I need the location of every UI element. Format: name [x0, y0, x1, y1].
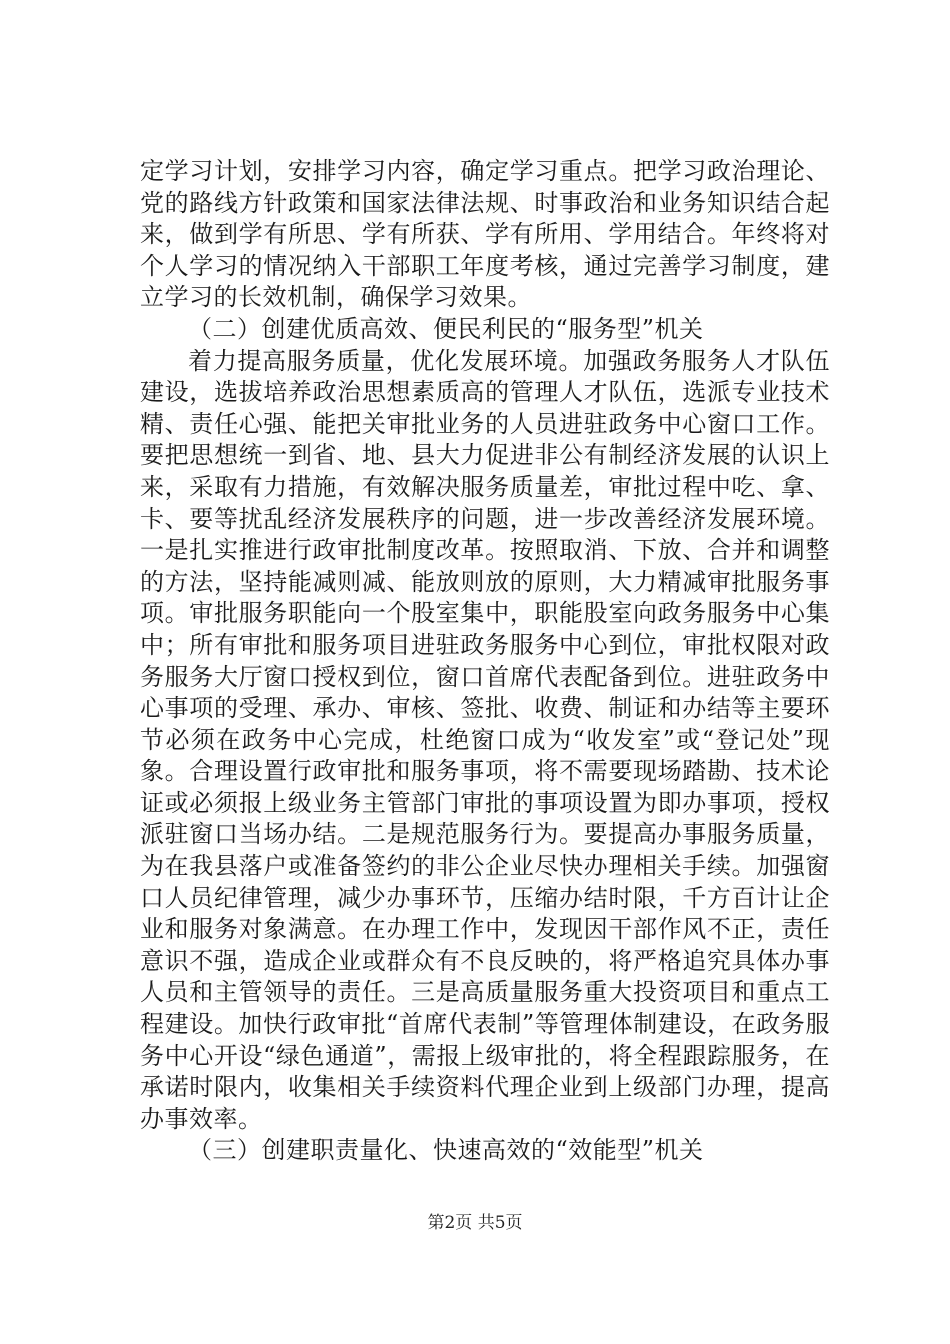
page-number-footer: 第2页 共5页	[427, 1213, 523, 1233]
paragraph-service: 着力提高服务质量，优化发展环境。加强政务服务人才队伍建设，选拔培养政治思想素质高的管理人才队伍，选派专业技术精、责任心强、能把关审批业务的人员进驻政务中心窗口工作。要把思想统一到省、地、县大力促进非公有制经济发展的认识上来，采取有力措施，有效解决服务质量差，审批过程中吃、拿、卡、要等扰乱经济发展秩序的问题，进一步改善经济发展环境。一是扎实推进行政审批制度改革。按照取消、下放、合并和调整的方法，坚持能减则减、能放则放的原则，大力精减审批服务事项。审批服务职能向一个股室集中，职能股室向政务服务中心集中；所有审批和服务项目进驻政务服务中心到位，审批权限对政务服务大厅窗口授权到位，窗口首席代表配备到位。进驻政务中心事项的受理、承办、审核、签批、收费、制证和办结等主要环节必须在政务中心完成，杜绝窗口成为“收发室”或“登记处”现象。合理设置行政审批和服务事项，将不需要现场踏勘、技术论证或必须报上级业务主管部门审批的事项设置为即办事项，授权派驻窗口当场办结。二是规范服务行为。要提高办事服务质量，为在我县落户或准备签约的非公企业尽快办理相关手续。加强窗口人员纪律管理，减少办事环节，压缩办结时限，千方百计让企业和服务对象满意。在办理工作中，发现因干部作风不正，责任意识不强，造成企业或群众有不良反映的，将严格追究具体办事人员和主管领导的责任。三是高质量服务重大投资项目和重点工程建设。加快行政审批“首席代表制”等管理体制建设，在政务服务中心开设“绿色通道”，需报上级审批的，将全程跟踪服务，在承诺时限内，收集相关手续资料代理企业到上级部门办理，提高办事效率。	[140, 346, 830, 1133]
paragraph-continuation: 定学习计划，安排学习内容，确定学习重点。把学习政治理论、党的路线方针政策和国家法律法规、时事政治和业务知识结合起来，做到学有所思、学有所获、学有所用、学用结合。年终将对个人学习的情况纳入干部职工年度考核，通过完善学习制度，建立学习的长效机制，确保学习效果。	[140, 157, 830, 312]
document-body	[140, 156, 830, 1167]
section-heading-2: （二）创建优质高效、便民利民的“服务型”机关	[188, 314, 704, 343]
section-heading-3: （三）创建职责量化、快速高效的“效能型”机关	[188, 1136, 704, 1165]
